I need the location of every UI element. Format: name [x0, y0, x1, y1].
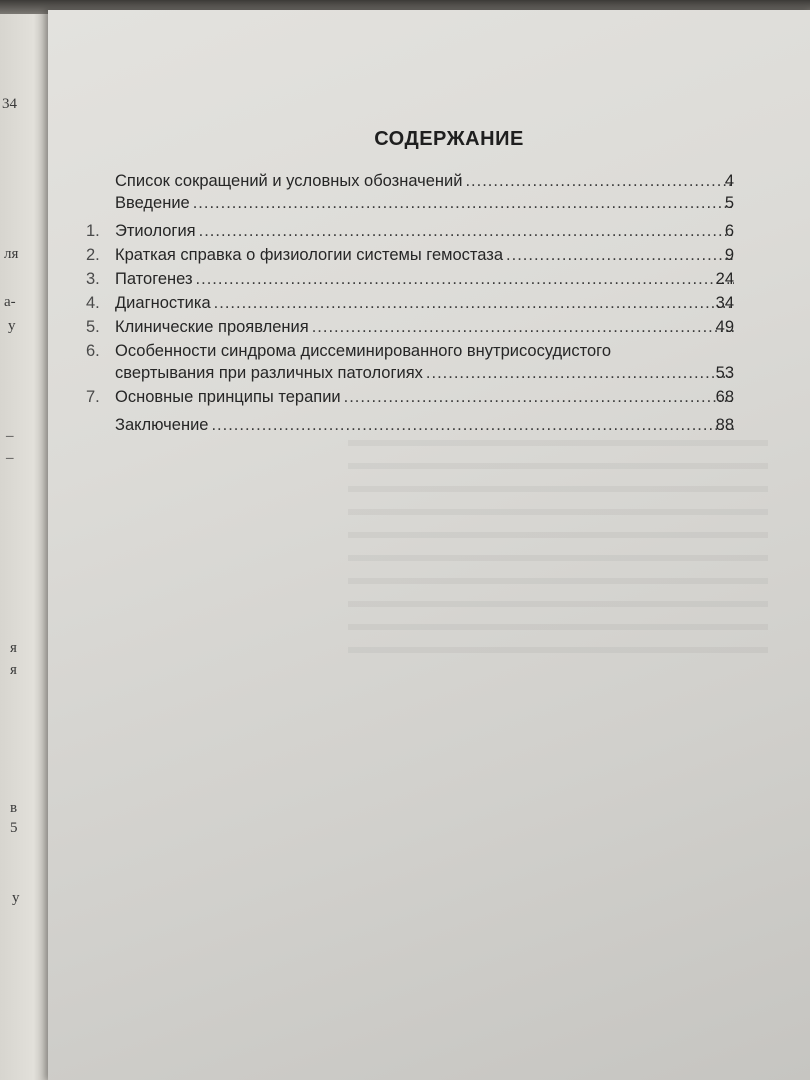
toc-page-number: 88: [715, 416, 734, 434]
toc-entry: [48, 170, 810, 192]
toc-entry: [48, 192, 810, 214]
toc-page-number: 34: [715, 294, 734, 312]
toc-page-number: 49: [715, 318, 734, 336]
toc-page-number: 6: [724, 222, 734, 240]
toc-page-number: 68: [715, 388, 734, 406]
adjacent-page-fragment: у: [8, 318, 16, 334]
toc-entry: [48, 268, 810, 290]
toc-number: 2.: [86, 246, 100, 264]
adjacent-page-fragment: 34: [2, 96, 17, 112]
toc-entry: [48, 362, 810, 384]
adjacent-page-fragment: –: [6, 450, 14, 466]
toc-entry: [48, 244, 810, 266]
toc-leader-dots: [196, 268, 734, 290]
toc-page-number: 9: [724, 246, 734, 264]
toc-title-line1: Особенности синдрома диссеминированного внутрисосудистого: [115, 342, 612, 360]
adjacent-page-fragment: я: [10, 662, 17, 678]
show-through-text: [348, 440, 768, 670]
toc-title: Заключение: [115, 416, 209, 434]
toc-page-number: 24: [715, 270, 734, 288]
toc-page-number: 5: [724, 194, 734, 212]
toc-number: 3.: [86, 270, 100, 288]
toc-entry: [48, 316, 810, 338]
toc-leader-dots: [214, 292, 734, 314]
adjacent-page-fragment: 5: [10, 820, 18, 836]
adjacent-page-fragment: у: [12, 890, 20, 906]
toc-title: свертывания при различных патологиях: [115, 364, 423, 382]
toc-leader-dots: [199, 220, 734, 242]
toc-title: Основные принципы терапии: [115, 388, 341, 406]
toc-leader-dots: [426, 362, 734, 384]
adjacent-page-fragment: ля: [4, 246, 19, 262]
toc-title: Клинические проявления: [115, 318, 309, 336]
toc-entry: [48, 386, 810, 408]
toc-number: 6.: [86, 342, 100, 360]
adjacent-page-fragment: в: [10, 800, 18, 816]
toc-page-number: 4: [724, 172, 734, 190]
toc-title: Патогенез: [115, 270, 193, 288]
adjacent-page-fragment: –: [6, 428, 14, 444]
toc-title: Краткая справка о физиологии системы гемостаза: [115, 246, 504, 264]
toc-title: Введение: [115, 194, 190, 212]
book-page: [48, 10, 810, 1080]
toc-number: 5.: [86, 318, 100, 336]
toc-leader-dots: [193, 192, 734, 214]
toc-title: Диагностика: [115, 294, 211, 312]
toc-entry: [48, 414, 810, 436]
toc-leader-dots: [344, 386, 734, 408]
adjacent-page-fragment: я: [10, 640, 17, 656]
toc-number: 4.: [86, 294, 100, 312]
page-title: СОДЕРЖАНИЕ: [374, 128, 524, 150]
adjacent-page-fragment: а-: [4, 294, 16, 310]
toc-number: 1.: [86, 222, 100, 240]
adjacent-page-edge: [0, 0, 48, 1080]
toc-title: Список сокращений и условных обозначений: [115, 172, 463, 190]
toc-entry: [48, 292, 810, 314]
toc-page-number: 53: [715, 364, 734, 382]
toc-leader-dots: [211, 414, 734, 436]
toc-entry: [48, 220, 810, 242]
toc-title: Этиология: [115, 222, 196, 240]
toc-number: 7.: [86, 388, 100, 406]
toc-leader-dots: [312, 316, 734, 338]
toc-entry-first-line: [48, 340, 810, 362]
